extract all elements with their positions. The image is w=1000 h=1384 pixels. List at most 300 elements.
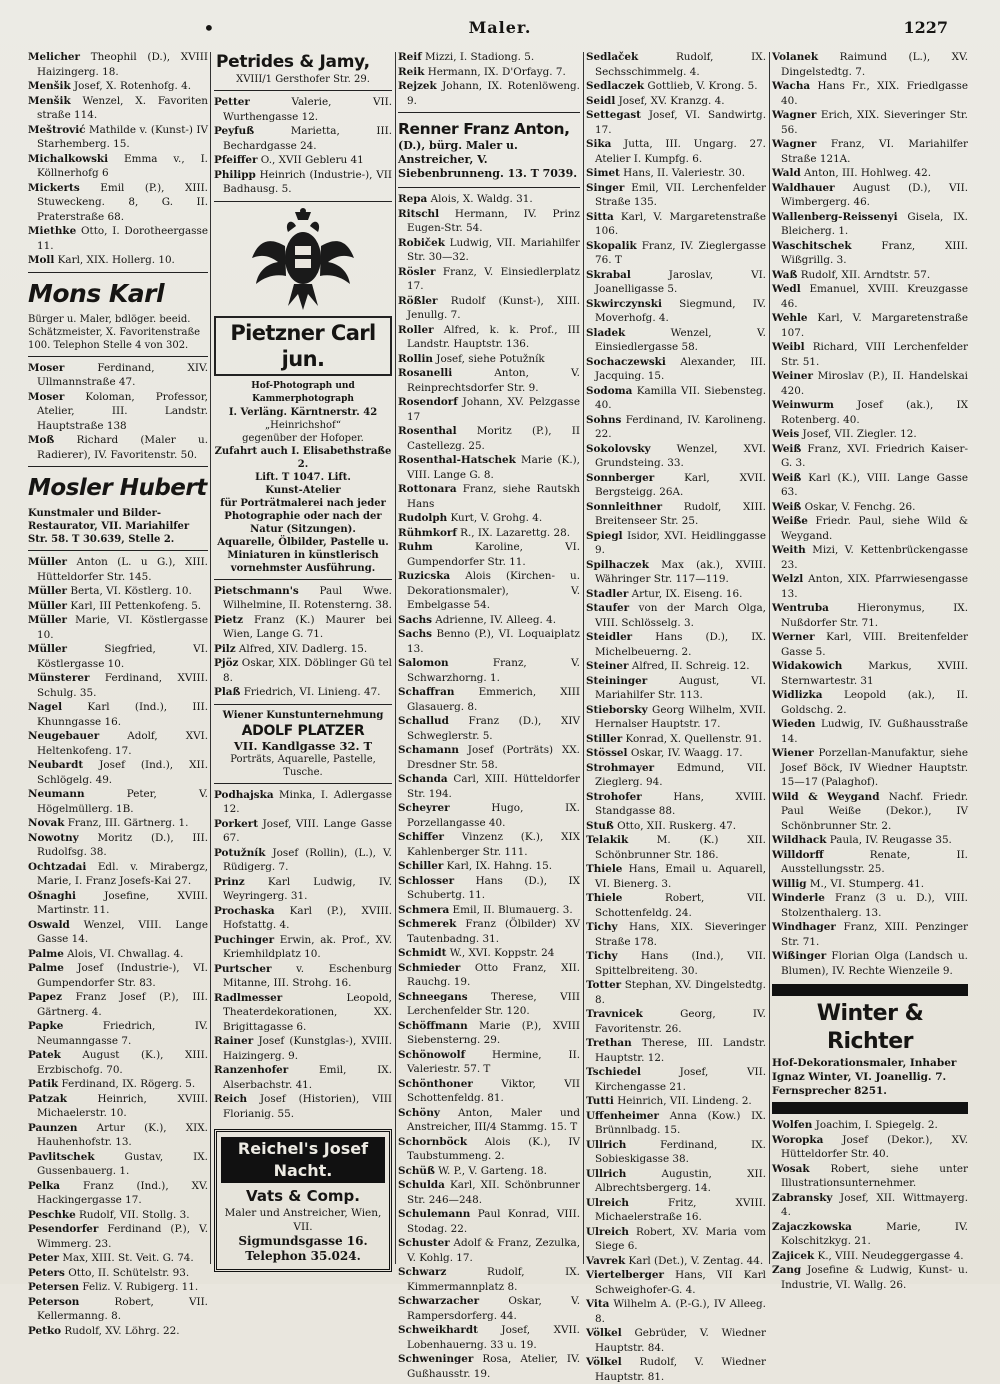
- entry-details: Minka, I. Adlergasse 12.: [223, 788, 393, 815]
- directory-entry: [398, 1019, 580, 1048]
- entry-name: Reif: [398, 51, 422, 63]
- entry-name: Waldhauer: [772, 181, 835, 194]
- entry-details: Johann, XV. Pelzgasse 17: [407, 396, 580, 423]
- ad-platzer: [214, 709, 392, 779]
- entry-name: Weibl: [772, 341, 805, 353]
- entry-name: Trethan: [586, 1037, 632, 1049]
- entry-details: Friedrich, IV. Neumanngasse 7.: [37, 1020, 208, 1047]
- entry-name: Willdorff: [772, 848, 824, 861]
- entry-name: Weiner: [772, 370, 814, 382]
- ad-renner-text: (D.), bürg. Maler u. Anstreicher, V. Siebenbrunneng. 13. T 7039.: [398, 139, 578, 180]
- entry-details: Rudolf, XIII. Breitenseer Str. 25.: [595, 500, 766, 527]
- entry-name: Podhajska: [214, 788, 274, 801]
- entry-name: Michalkowski: [28, 152, 109, 165]
- directory-entry: [28, 599, 208, 614]
- entry-name: Ruhm: [398, 541, 433, 553]
- column-divider: [395, 52, 396, 1264]
- entry-name: Novak: [28, 817, 65, 829]
- entry-name: Schöny: [398, 1106, 440, 1119]
- directory-entry: [28, 758, 208, 787]
- directory-entry: [772, 79, 968, 108]
- divider: [214, 201, 392, 202]
- entry-name: Schweikhardt: [398, 1324, 478, 1336]
- entry-name: Pilz: [214, 642, 236, 655]
- entry-name: Peters: [28, 1266, 65, 1279]
- entry-list: [214, 788, 392, 1122]
- entry-details: Franz (K.) Maurer bei Wien, Lange G. 71.: [223, 613, 392, 640]
- entry-name: Völkel: [586, 1327, 622, 1339]
- directory-entry: [28, 642, 208, 671]
- entry-details: Leopold (ak.), II. Goldschg. 2.: [781, 689, 968, 716]
- entry-name: Wolfen: [772, 1119, 813, 1131]
- entry-name: Spiegl: [586, 529, 623, 542]
- divider: [28, 466, 208, 467]
- directory-entry: [398, 1294, 580, 1323]
- entry-details: Karoline, VI. Gumpendorfer Str. 11.: [407, 541, 580, 568]
- entry-list: [398, 50, 580, 108]
- directory-entry: [772, 398, 968, 427]
- entry-details: Hermann, IX. D'Orfayg. 7.: [427, 65, 566, 78]
- entry-details: Adolf & Franz, Zezulka, V. Kohlg. 17.: [407, 1237, 580, 1264]
- directory-entry: [772, 1118, 968, 1133]
- entry-name: Widakowich: [772, 660, 843, 672]
- directory-entry: [28, 1222, 208, 1251]
- entry-details: Konrad, X. Quellenstr. 91.: [625, 732, 762, 745]
- entry-name: Travnicek: [586, 1008, 643, 1020]
- entry-list: [398, 192, 580, 1381]
- directory-entry: [772, 543, 968, 572]
- entry-name: Waschitschek: [772, 239, 852, 252]
- directory-entry: [586, 500, 766, 529]
- entry-name: Volanek: [772, 51, 819, 63]
- entry-details: Artur, IX. Eiseng. 16.: [631, 587, 743, 600]
- ad-reichel-address: Sigmundsgasse 16.: [238, 1234, 368, 1248]
- directory-entry: [586, 355, 766, 384]
- entry-details: Carl, XIII. Hütteldorfer Str. 194.: [407, 773, 580, 800]
- entry-name: Reich: [214, 1093, 248, 1105]
- entry-details: Raimund (L.), XV. Dingelstedtg. 7.: [781, 51, 968, 78]
- entry-name: Schmerek: [398, 918, 457, 930]
- entry-name: Strohmayer: [586, 761, 655, 774]
- entry-name: Münsterer: [28, 672, 90, 684]
- ad-petrides-text: XVIII/1 Gersthofer Str. 29.: [236, 74, 370, 85]
- entry-details: Emil (P.), XIII. Stuweckeng. 8, G. II. Praterstraße 68.: [37, 181, 208, 223]
- entry-name: Pjöz: [214, 657, 239, 669]
- entry-details: Augustin, XII. Albrechtsbergerg. 14.: [595, 1167, 766, 1194]
- entry-details: Robert, VII. Kellermanng. 8.: [37, 1295, 208, 1322]
- entry-details: Karl, V. Margaretenstraße 106.: [595, 210, 766, 237]
- entry-details: Franz (Ölbilder) XV Tautenbadng. 31.: [407, 918, 580, 945]
- entry-name: Roller: [398, 323, 434, 336]
- entry-name: Sachs: [398, 613, 432, 626]
- entry-details: Joachim, I. Spiegelg. 2.: [815, 1119, 938, 1131]
- directory-entry: [772, 1220, 968, 1249]
- directory-entry: [398, 961, 580, 990]
- directory-entry: [586, 978, 766, 1007]
- entry-name: Plaß: [214, 686, 241, 698]
- entry-details: R., IX. Lazarettg. 28.: [460, 526, 570, 539]
- directory-entry: [772, 833, 968, 848]
- entry-name: Wentruba: [772, 602, 829, 614]
- entry-name: Peyfuß: [214, 125, 255, 137]
- directory-entry: [214, 875, 392, 904]
- entry-details: Emil, IX. Alserbachstr. 41.: [223, 1064, 392, 1091]
- directory-entry: [398, 192, 580, 207]
- directory-entry: [28, 990, 208, 1019]
- entry-details: Rudolf, XV. Löhrg. 22.: [64, 1324, 180, 1337]
- directory-entry: [28, 947, 208, 962]
- entry-details: Alfred, XIV. Dadlerg. 15.: [238, 642, 368, 655]
- entry-details: Richard (Maler u. Radierer), IV. Favoritenstr. 50.: [37, 434, 208, 461]
- entry-details: Karl, IX. Hahng. 15.: [446, 860, 553, 872]
- directory-entry: [398, 1048, 580, 1077]
- entry-name: Schönowolf: [398, 1048, 466, 1061]
- entry-details: Florian Olga (Landsch u. Blumen), IV. Rechte Wienzeile 9.: [781, 950, 968, 977]
- ad-platzer-services: Porträts, Aquarelle, Pastelle, Tusche.: [230, 753, 376, 778]
- directory-entry: [214, 584, 392, 613]
- entry-name: Puchinger: [214, 933, 275, 946]
- entry-name: Sika: [586, 138, 612, 150]
- entry-details: August, VI. Mariahilfer Str. 113.: [595, 674, 766, 701]
- directory-entry: [398, 772, 580, 801]
- entry-details: Josef, siehe Potužník: [436, 352, 545, 365]
- entry-name: Palme: [28, 962, 64, 974]
- entry-name: Ranzenhofer: [214, 1064, 289, 1076]
- entry-details: Marie, VI. Köstlergasse 10.: [37, 614, 208, 641]
- entry-name: Patik: [28, 1078, 59, 1090]
- directory-entry: [772, 282, 968, 311]
- header-marker: •: [203, 16, 215, 40]
- entry-name: Stuß: [586, 819, 614, 832]
- entry-details: Franz (D.), XIV Schweglerstr. 5.: [407, 715, 580, 742]
- directory-entry: [772, 427, 968, 442]
- entry-details: Koloman, Professor, Atelier, III. Landstr. Hauptstraße 138: [37, 390, 208, 432]
- directory-entry: [214, 817, 392, 846]
- entry-details: Oskar, XIX. Döblinger Gü tel 8.: [223, 657, 392, 684]
- entry-name: Weiß: [772, 442, 802, 455]
- entry-name: Moll: [28, 254, 55, 266]
- entry-details: Karl Ludwig, IV. Weyringerg. 31.: [223, 875, 392, 902]
- directory-entry: [772, 442, 968, 471]
- entry-details: Marie (P.), XVIII Siebensterng. 29.: [407, 1019, 580, 1046]
- entry-name: Schiller: [398, 860, 444, 872]
- directory-entry: [398, 1265, 580, 1294]
- entry-details: Siegmund, IV. Moverhofg. 4.: [595, 297, 766, 324]
- entry-details: Heinrich, XVIII. Michaelerstr. 10.: [37, 1092, 208, 1119]
- entry-name: Vavrek: [586, 1254, 626, 1267]
- entry-details: Alexander, III. Jacquing. 15.: [595, 355, 766, 382]
- ad-pietzner-line: Lift. T 1047. Lift.: [255, 471, 351, 483]
- entry-details: Josef, VII. Kirchengasse 21.: [595, 1066, 766, 1093]
- entry-details: Johann, IX. Rotenlöweng. 9.: [407, 80, 580, 107]
- directory-entry: [28, 1251, 208, 1266]
- directory-entry: [398, 482, 580, 511]
- directory-entry: [772, 340, 968, 369]
- directory-entry: [398, 1207, 580, 1236]
- divider: [398, 187, 580, 188]
- entry-details: Hans, Email u. Aquarell, VI. Bienerg. 3.: [595, 863, 766, 890]
- entry-name: Schulda: [398, 1179, 445, 1191]
- directory-entry: [772, 471, 968, 500]
- directory-entry: [28, 1077, 208, 1092]
- ad-pietzner-line: Hof-Photograph und Kammerphotograph: [251, 380, 355, 404]
- entry-name: Ritschl: [398, 207, 440, 220]
- directory-entry: [586, 1036, 766, 1065]
- entry-details: Hans (Ind.), VII. Spittelbreiteng. 30.: [595, 950, 766, 977]
- directory-entry: [398, 627, 580, 656]
- entry-name: Ullrich: [586, 1167, 627, 1180]
- directory-entry: [28, 831, 208, 860]
- entry-name: Prochaska: [214, 904, 275, 917]
- entry-name: Wosak: [772, 1162, 810, 1175]
- directory-entry: [214, 685, 392, 700]
- column-5: [772, 50, 969, 1291]
- directory-entry: [398, 990, 580, 1019]
- entry-details: Franz, III. Gärtnerg. 1.: [67, 817, 189, 829]
- entry-details: Franz, IV. Zieglergasse 76. T: [595, 239, 766, 266]
- entry-details: Miroslav (P.), II. Handelskai 420.: [781, 370, 968, 397]
- directory-entry: [398, 1106, 580, 1135]
- entry-name: Sohns: [586, 413, 622, 426]
- directory-entry: [398, 366, 580, 395]
- entry-name: Sonnberger: [586, 471, 655, 484]
- entry-name: Zabransky: [772, 1191, 833, 1204]
- entry-name: Winderle: [772, 892, 825, 904]
- directory-entry: [586, 1326, 766, 1355]
- directory-entry: [586, 674, 766, 703]
- directory-entry: [214, 642, 392, 657]
- entry-name: Rottonara: [398, 483, 457, 495]
- directory-entry: [398, 1077, 580, 1106]
- ad-platzer-address: VII. Kandlgasse 32. T: [233, 738, 373, 753]
- ad-pietzner-name: Pietzner Carl jun.: [214, 316, 392, 376]
- divider: [772, 984, 968, 996]
- ad-pietzner-line: „Heinrichshof“: [264, 419, 342, 431]
- entry-details: Marietta, III. Bechardgasse 24.: [223, 125, 392, 152]
- entry-name: Zang: [772, 1264, 802, 1276]
- entry-name: Tschiedel: [586, 1066, 641, 1078]
- directory-entry: [398, 903, 580, 918]
- ad-petrides: [214, 50, 392, 91]
- entry-details: Otto, XII. Ruskerg. 47.: [617, 819, 737, 832]
- entry-name: Rollin: [398, 352, 433, 365]
- column-divider: [769, 52, 770, 1264]
- entry-name: Spilhaczek: [586, 558, 649, 571]
- directory-entry: [772, 717, 968, 746]
- directory-entry: [398, 569, 580, 613]
- directory-entry: [28, 1019, 208, 1048]
- entry-details: Emmerich, XIII Glasauerg. 8.: [407, 686, 580, 713]
- entry-name: Singer: [586, 181, 625, 194]
- entry-details: Ludwig, IV. Gußhausstraße 14.: [781, 718, 968, 745]
- entry-details: Hans (D.), IX Schubertg. 11.: [407, 874, 580, 901]
- entry-name: Schüß: [398, 1164, 435, 1177]
- entry-name: Petter: [214, 96, 250, 108]
- entry-name: Müller: [28, 643, 68, 655]
- entry-name: Settegast: [586, 109, 641, 121]
- entry-details: Josef (ak.), IX Rotenberg. 40.: [781, 399, 968, 426]
- entry-name: Schulemann: [398, 1208, 471, 1220]
- entry-details: Friedrich, VI. Linieng. 47.: [243, 686, 381, 698]
- directory-entry: [586, 1167, 766, 1196]
- directory-entry: [586, 529, 766, 558]
- entry-details: Berta, VI. Köstlerg. 10.: [70, 585, 192, 597]
- entry-details: Adrienne, IV. Alleeg. 4.: [435, 613, 557, 626]
- entry-name: Philipp: [214, 168, 256, 181]
- entry-details: Moritz (P.), II Castellezg. 25.: [407, 425, 580, 452]
- entry-name: Rosenthal-Hatschek: [398, 454, 516, 466]
- column-1: [28, 50, 209, 1337]
- directory-entry: [586, 558, 766, 587]
- entry-details: Anton, III. Hohlweg. 42.: [804, 167, 932, 179]
- directory-entry: [586, 1094, 766, 1109]
- directory-entry: [214, 846, 392, 875]
- entry-name: Stadler: [586, 587, 629, 600]
- entry-name: Ulreich: [586, 1225, 629, 1238]
- directory-entry: [28, 433, 208, 462]
- ad-pietzner-line: für Porträtmalerei nach jeder Photographie oder nach der Natur (Sitzungen).: [220, 497, 386, 535]
- ad-pietzner-line: Aquarelle, Ölbilder, Pastelle u. Miniaturen in künstlerisch vornehmster Ausführung.: [217, 536, 389, 574]
- entry-details: Josef, VII. Ziegler. 12.: [802, 428, 917, 440]
- entry-details: Franz (Ind.), XV. Hackingergasse 17.: [37, 1179, 208, 1206]
- entry-name: Rosanelli: [398, 367, 453, 379]
- directory-entry: [586, 413, 766, 442]
- entry-name: Papez: [28, 991, 63, 1003]
- entry-details: v. Eschenburg Mitanne, III. Strohg. 16.: [223, 962, 392, 989]
- entry-details: Josef, VIII. Lange Gasse 67.: [223, 817, 393, 844]
- entry-details: Emma v., I. Köllnerhofg 6: [37, 152, 208, 179]
- directory-entry: [772, 1162, 968, 1191]
- entry-details: Hans, VII Karl Schweighofer-G. 4.: [595, 1269, 766, 1296]
- directory-entry: [772, 601, 968, 630]
- entry-name: Weis: [772, 428, 800, 440]
- entry-list: [28, 50, 208, 268]
- directory-entry: [214, 1034, 392, 1063]
- ad-renner-name: Renner Franz Anton,: [398, 120, 570, 138]
- entry-details: Artur (K.), XIX. Hauhenhofstr. 13.: [37, 1121, 208, 1148]
- entry-name: Rosenthal: [398, 425, 457, 437]
- directory-entry: [214, 613, 392, 642]
- entry-name: Skrabal: [586, 268, 631, 281]
- entry-name: Mickerts: [28, 181, 80, 194]
- ad-mons-karl-text: Bürger u. Maler, bdlöger. beeid. Schätzmeister, X. Favoritenstraße 100. Telephon Stelle 4 von 302.: [28, 313, 201, 351]
- entry-name: Sedlaček: [586, 51, 639, 63]
- ad-winter-richter: [772, 984, 968, 1114]
- entry-details: Karl (K.), VIII. Lange Gasse 63.: [781, 471, 968, 498]
- ad-pietzner-line: I. Verläng. Kärntnerstr. 42: [228, 406, 378, 418]
- entry-name: Weith: [772, 544, 806, 556]
- entry-name: Thiele: [586, 892, 623, 904]
- entry-name: Rainer: [214, 1035, 254, 1047]
- directory-entry: [772, 50, 968, 79]
- entry-name: Schallud: [398, 715, 449, 727]
- directory-entry: [398, 265, 580, 294]
- entry-name: Palme: [28, 947, 64, 960]
- entry-name: Oswald: [28, 918, 70, 931]
- directory-entry: [586, 732, 766, 747]
- entry-name: Thiele: [586, 863, 623, 875]
- entry-name: Salomon: [398, 657, 449, 669]
- directory-entry: [214, 153, 392, 168]
- directory-entry: [28, 224, 208, 253]
- entry-details: Karl, VIII. Breitenfelder Gasse 5.: [781, 631, 968, 658]
- ad-platzer-line: Wiener Kunstunternehmung: [222, 709, 384, 721]
- directory-entry: [28, 1280, 208, 1295]
- entry-details: Franz, XIII. Penzinger Str. 71.: [781, 921, 968, 948]
- entry-name: Wieden: [772, 718, 816, 730]
- entry-details: Heinrich, VII. Lindeng. 2.: [617, 1095, 752, 1107]
- entry-details: Ferdinand (P.), V. Wimmerg. 23.: [37, 1223, 209, 1250]
- directory-entry: [772, 949, 968, 978]
- entry-name: Peschke: [28, 1208, 76, 1221]
- entry-details: Vinzenz (K.), XIX Kahlenberger Str. 111.: [407, 831, 581, 858]
- entry-details: Karl, XII. Schönbrunner Str. 246—248.: [407, 1179, 580, 1206]
- entry-details: Viktor, VII Schottenfeldg. 81.: [407, 1077, 580, 1104]
- entry-details: Emil, VII. Lerchenfelder Straße 135.: [595, 181, 766, 208]
- entry-name: Seidl: [586, 94, 616, 107]
- entry-details: Franz, V. Schwarzhorng. 1.: [407, 657, 580, 684]
- entry-name: Stössel: [586, 747, 628, 759]
- directory-entry: [586, 268, 766, 297]
- entry-details: Franz, XVI. Friedrich Kaiser-G. 3.: [781, 442, 968, 469]
- entry-name: Schmidt: [398, 947, 447, 959]
- entry-details: Josef (Kunstglas-), XVIII. Haizingerg. 9.: [223, 1035, 392, 1062]
- entry-details: Therese, III. Landstr. Hauptstr. 12.: [595, 1037, 766, 1064]
- directory-entry: [28, 816, 208, 831]
- entry-name: Papke: [28, 1020, 64, 1032]
- entry-details: August (K.), XIII. Erzbischofg. 70.: [37, 1049, 208, 1076]
- ad-reichel: [214, 1129, 392, 1272]
- directory-entry: [28, 50, 208, 79]
- entry-name: Müller: [28, 599, 68, 612]
- directory-entry: [398, 50, 580, 65]
- column-divider: [210, 52, 211, 1264]
- directory-entry: [28, 1266, 208, 1281]
- entry-name: Nowotny: [28, 831, 79, 844]
- entry-details: Hermann, IV. Prinz Eugen-Str. 54.: [407, 207, 580, 234]
- entry-name: Schamann: [398, 744, 459, 756]
- entry-details: Franz, VI. Mariahilfer Straße 121A.: [781, 138, 968, 165]
- entry-name: Neumann: [28, 788, 85, 800]
- directory-entry: [772, 1249, 968, 1264]
- directory-entry: [586, 1065, 766, 1094]
- entry-details: Feliz. V. Rubigerg. 11.: [82, 1281, 199, 1293]
- directory-entry: [586, 920, 766, 949]
- entry-details: Rudolf, V. Wiedner Hauptstr. 81.: [595, 1356, 766, 1383]
- imperial-eagle-emblem-icon: [248, 206, 358, 312]
- directory-entry: [772, 1263, 968, 1292]
- entry-name: Ruzicska: [398, 570, 451, 582]
- entry-details: Edmund, VII. Zieglerg. 94.: [595, 761, 766, 788]
- entry-name: Scheyrer: [398, 802, 450, 814]
- entry-details: Alois (Kirchen- u. Dekorationsmaler), V. Embelgasse 54.: [407, 570, 580, 611]
- entry-name: Wehle: [772, 312, 808, 324]
- entry-details: Wilhelm A. (P.-G.), IV Alleeg. 8.: [595, 1298, 766, 1325]
- page-header: [0, 18, 1000, 44]
- entry-details: Rosa, Atelier, IV. Gußhausstr. 19.: [407, 1353, 580, 1380]
- entry-name: Simet: [586, 167, 620, 179]
- entry-details: Gebrüder, V. Wiedner Hauptstr. 84.: [595, 1327, 766, 1354]
- entry-details: Alois, X. Waldg. 31.: [430, 193, 533, 205]
- entry-name: Zajicek: [772, 1249, 815, 1262]
- entry-details: Max, XIII. St. Veit. G. 74.: [62, 1252, 194, 1264]
- directory-entry: [772, 572, 968, 601]
- directory-entry: [28, 361, 208, 390]
- entry-details: Friedr. Paul, siehe Wild & Weygand.: [781, 515, 968, 542]
- entry-details: Moritz (D.), III. Rudolfsg. 38.: [37, 831, 209, 858]
- entry-name: Tutti: [586, 1095, 614, 1107]
- ad-pietzner-line: Zufahrt auch I. Elisabethstraße 2.: [214, 445, 392, 470]
